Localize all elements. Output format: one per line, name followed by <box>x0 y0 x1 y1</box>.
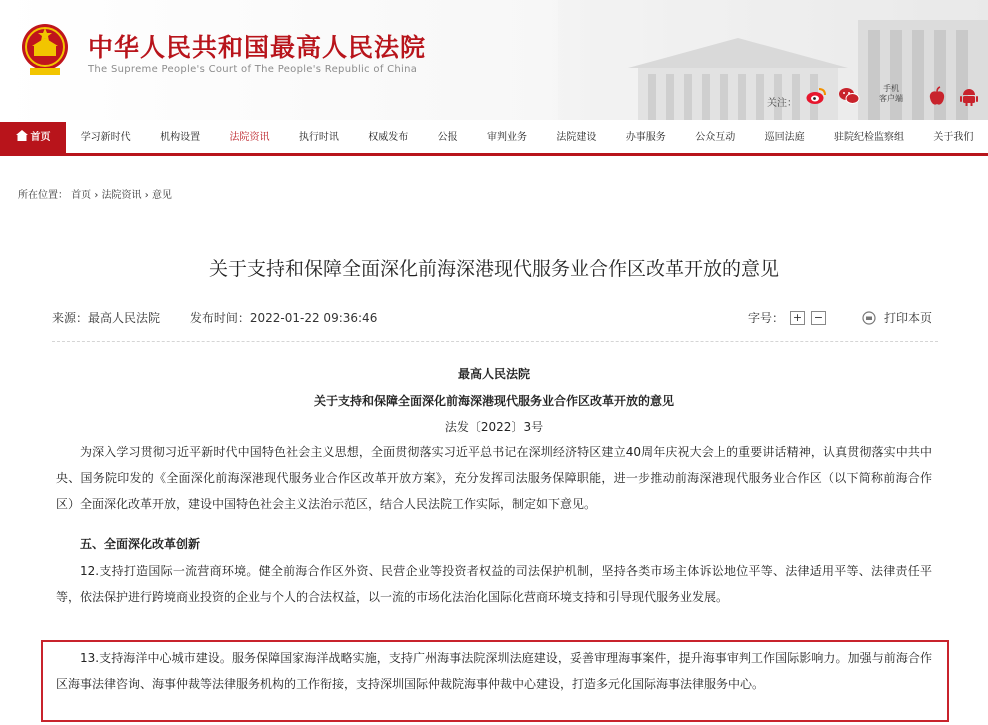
nav-services[interactable]: 办事服务 <box>625 132 666 143</box>
weibo-icon[interactable] <box>805 85 827 107</box>
article-tools <box>748 309 932 326</box>
nav-home[interactable]: 首页 <box>0 122 66 153</box>
document-number: 法发〔2022〕3号 <box>444 420 544 434</box>
nav-court-building[interactable]: 法院建设 <box>556 132 597 143</box>
site-subtitle: The Supreme People's Court of The People's Republic of China <box>88 64 418 75</box>
source-value: 最高人民法院 <box>88 311 161 325</box>
nav-about[interactable]: 关于我们 <box>933 132 974 143</box>
document-issuer: 最高人民法院 <box>457 367 530 381</box>
print-label: 打印本页 <box>884 311 933 325</box>
article-meta <box>52 309 377 326</box>
nav-court-news[interactable]: 法院资讯 <box>229 132 270 143</box>
meta-divider <box>52 341 938 342</box>
nav-enforcement[interactable]: 执行时讯 <box>298 132 339 143</box>
nav-interaction[interactable]: 公众互动 <box>695 132 736 143</box>
breadcrumb-home[interactable]: 首页 <box>71 190 92 201</box>
wechat-icon[interactable] <box>838 85 860 107</box>
nav-gazette[interactable]: 公报 <box>437 132 458 143</box>
breadcrumb-prefix: 所在位置： <box>18 190 68 201</box>
nav-circuit-court[interactable]: 巡回法庭 <box>764 132 805 143</box>
nav-discipline[interactable]: 驻院纪检监察组 <box>833 132 904 143</box>
follow-label: 关注： <box>767 98 797 109</box>
main-nav <box>0 122 988 156</box>
apple-icon[interactable] <box>926 85 948 107</box>
android-icon[interactable] <box>958 85 980 107</box>
national-emblem-icon <box>20 22 70 78</box>
print-button[interactable] <box>862 309 932 326</box>
item-12-paragraph: 12.支持打造国际一流营商环境。健全前海合作区外资、民营企业等投资者权益的司法保护机制，坚持各类市场主体诉讼地位平等、法律适用平等、法律责任平等，依法保护进行跨境商业投资的企业与个人的合法权益，以一流的市场化法治化国际化营商环境支持和引导现代服务业发展。 <box>56 564 932 604</box>
breadcrumb-opinion[interactable]: 意见 <box>151 190 172 201</box>
nav-trial-business[interactable]: 审判业务 <box>487 132 528 143</box>
font-decrease-button[interactable]: − <box>811 311 826 325</box>
intro-paragraph: 为深入学习贯彻习近平新时代中国特色社会主义思想，全面贯彻落实习近平总书记在深圳经济特区建立40周年庆祝大会上的重要讲话精神，认真贯彻落实中共中央、国务院印发的《全面深化前海深港现代服务业合作区改革开放方案》，充分发挥司法服务保障职能，进一步推动前海深港现代服务业合作区（以下简称前海合作区）全面深化改革开放，建设中国特色社会主义法治示范区，结合人民法院工作实际，制定如下意见。 <box>56 445 932 511</box>
nav-study[interactable]: 学习新时代 <box>80 132 131 143</box>
nav-organization[interactable]: 机构设置 <box>160 132 201 143</box>
document-title: 关于支持和保障全面深化前海深港现代服务业合作区改革开放的意见 <box>313 394 674 408</box>
article-title: 关于支持和保障全面深化前海深港现代服务业合作区改革开放的意见 <box>208 258 779 280</box>
source-label: 来源： <box>52 311 89 325</box>
section-heading: 五、全面深化改革创新 <box>80 537 201 551</box>
mobile-client-link[interactable]: 手机 客户端 <box>879 84 903 103</box>
nav-authoritative[interactable]: 权威发布 <box>368 132 409 143</box>
site-title[interactable]: 中华人民共和国最高人民法院 <box>88 33 427 62</box>
font-size-label: 字号： <box>748 311 785 325</box>
item-13-paragraph: 13.支持海洋中心城市建设。服务保障国家海洋战略实施，支持广州海事法院深圳法庭建设，妥善审理海事案件，提升海事审判工作国际影响力。加强与前海合作区海事法律咨询、海事仲裁等法律服务机构的工作衔接，支持深圳国际仲裁院海事仲裁中心建设，打造多元化国际海事法律服务中心。 <box>56 651 932 691</box>
font-increase-button[interactable]: + <box>790 311 805 325</box>
breadcrumb-court-news[interactable]: 法院资讯 <box>101 190 142 201</box>
print-icon <box>862 311 876 325</box>
home-icon <box>16 130 28 141</box>
site-header <box>0 0 988 120</box>
publish-time-label: 发布时间： <box>189 311 250 325</box>
publish-time-value: 2022-01-22 09:36:46 <box>249 311 378 325</box>
breadcrumb: 所在位置： 首页 › 法院资讯 › 意见 <box>18 190 172 201</box>
